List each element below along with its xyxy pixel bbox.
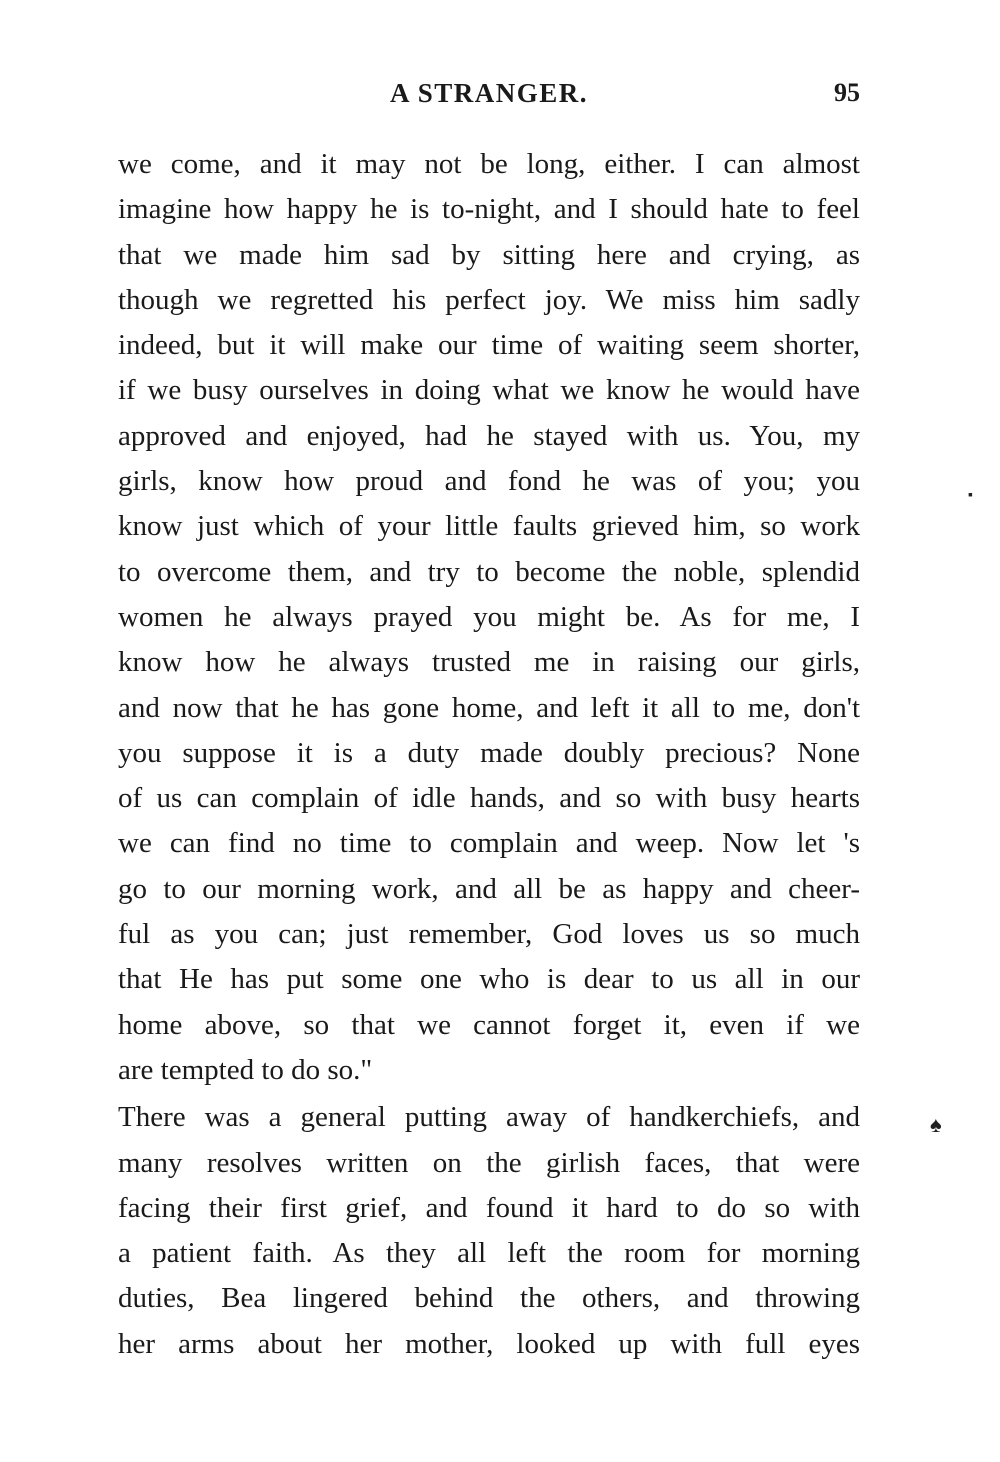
text-line: facing their first grief, and found it hard to do so with [118,1191,860,1224]
ink-speck-icon: ▪ [968,488,973,503]
text-line: women he always prayed you might be. As for me, I [118,600,860,633]
text-line: and now that he has gone home, and left it all to me, don't [118,691,860,724]
text-line: indeed, but it will make our time of waiting seem shorter, [118,329,860,362]
text-line: we come, and it may not be long, either. I can almost [118,148,860,180]
running-title: A STRANGER. [389,78,589,108]
text-line: know how he always trusted me in raising our girls, [118,646,860,679]
text-line: a patient faith. As they all left the room for morning [118,1237,860,1270]
text-line: There was a general putting away of handkerchiefs, and [118,1101,860,1134]
text-line: though we regretted his perfect joy. We miss him sadly [118,283,860,316]
text-line: that we made him sad by sitting here and crying, as [118,238,860,271]
text-line: know just which of your little faults grieved him, so work [118,510,860,543]
text-line: her arms about her mother, looked up with full eyes [118,1327,860,1360]
text-line: we can find no time to complain and weep. Now let 's [118,827,860,860]
text-line: approved and enjoyed, had he stayed with us. You, my [118,419,860,452]
page-number: 95 [834,78,860,107]
page-header [118,78,860,114]
text-line: you suppose it is a duty made doubly precious? None [118,736,860,769]
text-line: imagine how happy he is to-night, and I should hate to feel [118,193,860,226]
text-line: duties, Bea lingered behind the others, and throwing [118,1282,860,1315]
text-line: if we busy ourselves in doing what we know he would have [118,374,860,407]
text-line: of us can complain of idle hands, and so with busy hearts [118,782,860,815]
paragraph-1 [118,142,860,1093]
text-line: home above, so that we cannot forget it, even if we [118,1008,860,1041]
text-line: girls, know how proud and fond he was of you; you [118,465,860,498]
text-line: that He has put some one who is dear to us all in our [118,963,860,996]
text-line: ful as you can; just remember, God loves us so much [118,918,860,951]
body-text [118,142,860,1367]
text-line: go to our morning work, and all be as happy and cheer- [118,872,860,905]
text-line: are tempted to do so." [118,1053,373,1086]
text-line: many resolves written on the girlish faces, that were [118,1146,860,1179]
paragraph-2 [118,1095,860,1367]
ink-blot-icon: ♠ [930,1112,942,1137]
text-line: to overcome them, and try to become the noble, splendid [118,555,860,588]
